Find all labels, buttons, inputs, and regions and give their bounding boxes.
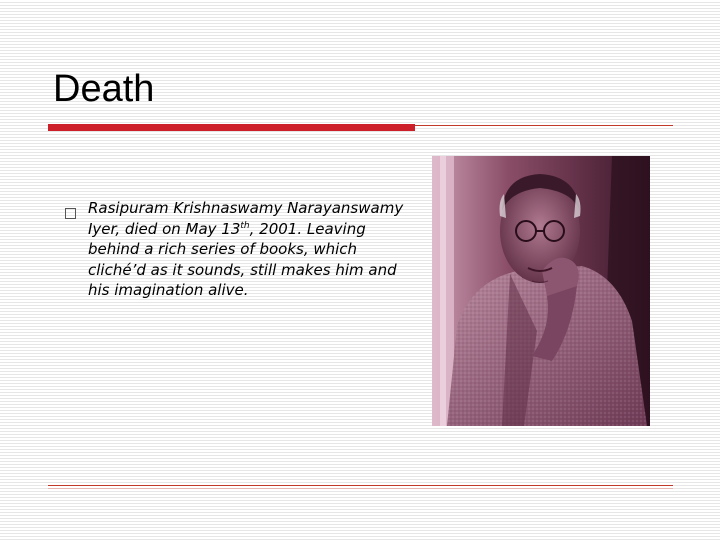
footer-rule-light [48,488,673,489]
bullet-text-superscript: th [240,220,250,231]
portrait-photo [432,156,650,426]
footer-rule-dark [48,485,673,486]
bullet-text [88,198,406,301]
title-underline-accent [48,124,415,131]
slide-title: Death [53,68,155,110]
bullet-text-part1: Rasipuram Krishnaswamy Narayanswamy Iyer, died on May 13 [88,199,404,238]
bullet-square-icon [65,208,76,219]
bullet-text-part2: , 2001. Leaving behind a rich series of books, which cliché’d as it sounds, still makes him and his imagination alive. [88,219,397,299]
title-underline-rule [415,125,673,126]
portrait-photo-drawing [432,156,650,426]
